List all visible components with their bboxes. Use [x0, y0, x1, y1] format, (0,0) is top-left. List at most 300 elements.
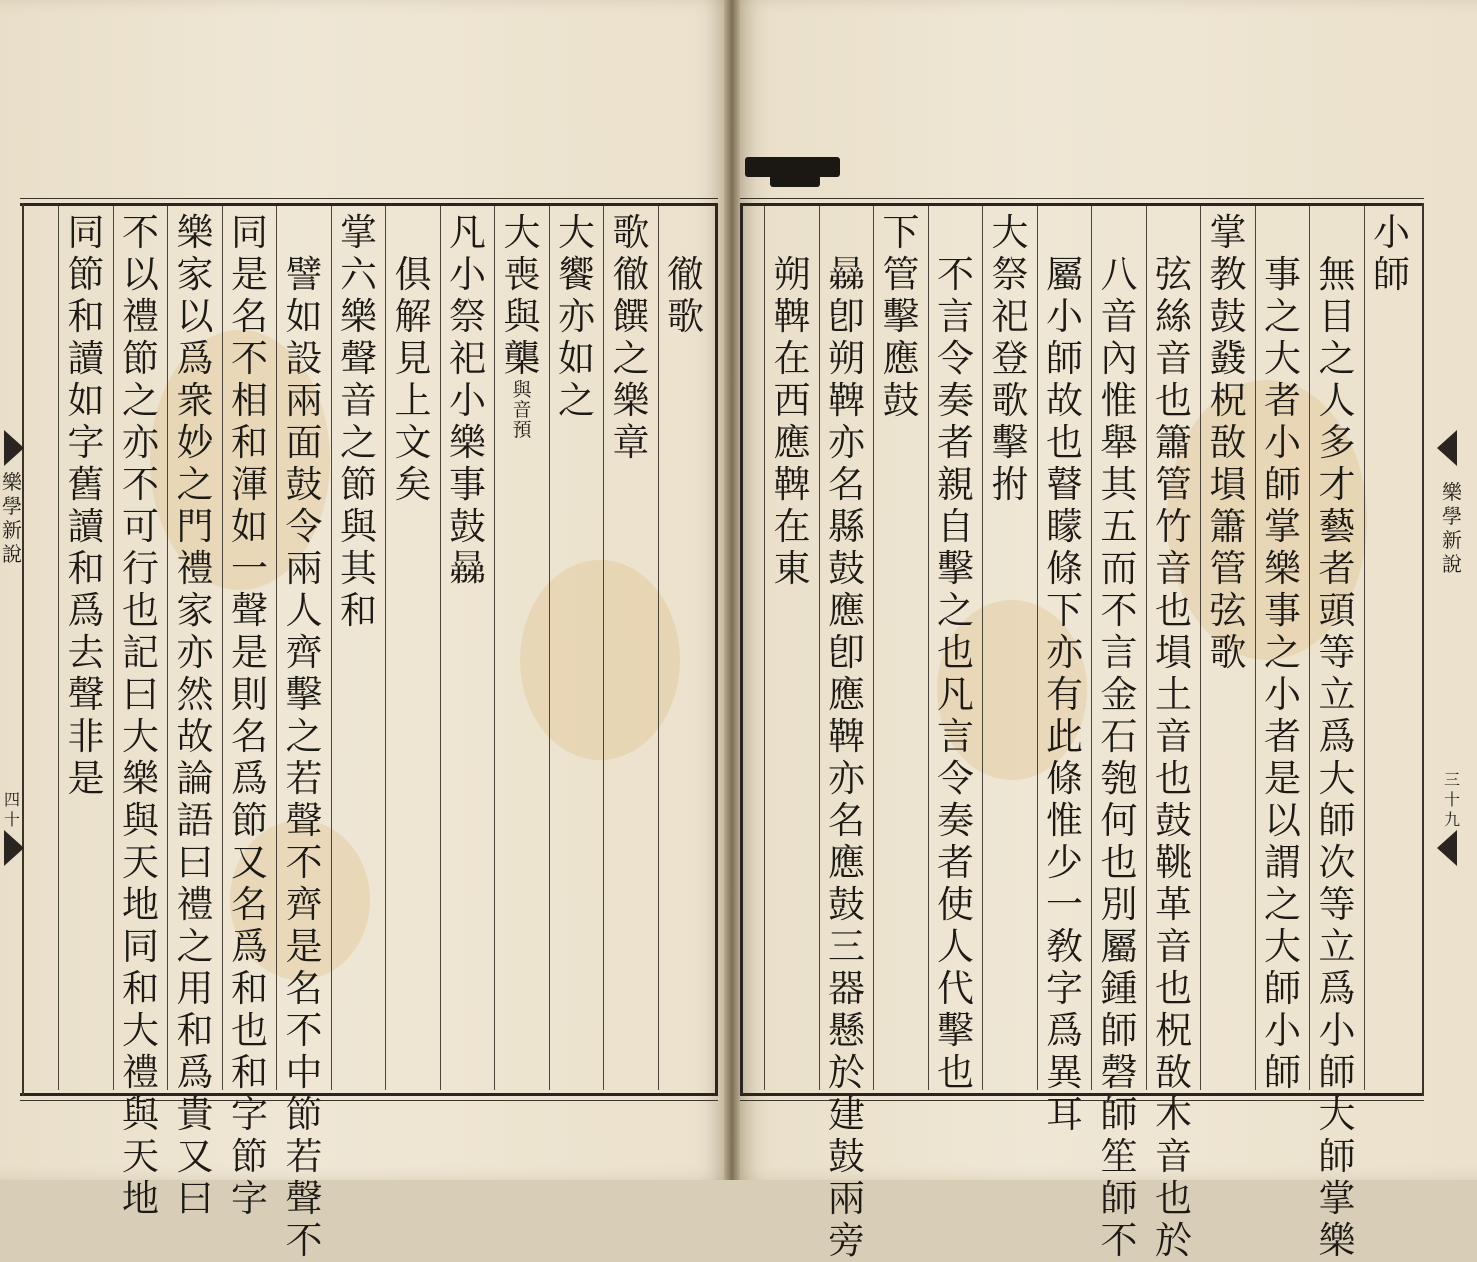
character: 土	[1155, 673, 1192, 716]
character: 爲	[176, 1051, 214, 1094]
character: 亦	[558, 295, 595, 338]
character: 如	[67, 379, 105, 422]
character: 祭	[449, 295, 486, 338]
character: 是	[1264, 757, 1301, 800]
character: 鼗	[1209, 337, 1247, 380]
character: 小	[1046, 295, 1083, 338]
inline-note	[511, 380, 533, 440]
character: 天	[122, 841, 159, 884]
margin-character: 說	[1442, 552, 1462, 576]
character: 教	[1209, 253, 1247, 296]
character: 齊	[285, 631, 323, 674]
text-column	[386, 254, 440, 1124]
character: 名	[828, 799, 865, 842]
character: 謂	[1264, 841, 1301, 884]
note-character: 與	[512, 379, 532, 401]
character: 弦	[1209, 589, 1247, 632]
character: 大	[991, 211, 1029, 254]
character: 去	[67, 631, 105, 674]
character: 是	[231, 631, 268, 674]
character: 柷	[1155, 1009, 1192, 1052]
character: 不	[285, 1009, 323, 1052]
character: 設	[285, 337, 323, 380]
character: 鼓	[1209, 295, 1247, 338]
character: 此	[1046, 715, 1083, 758]
character: 相	[231, 379, 268, 422]
character: 大	[503, 211, 541, 254]
text-column	[983, 212, 1037, 1082]
book-gutter	[724, 0, 740, 1180]
character: 木	[1155, 1093, 1192, 1136]
character: 鞞	[828, 715, 865, 758]
character: 名	[285, 967, 323, 1010]
character: 祭	[991, 253, 1029, 296]
character: 管	[882, 253, 920, 296]
character: 爲	[231, 757, 268, 800]
margin-character: 新	[2, 518, 22, 542]
character: 祀	[991, 295, 1029, 338]
character: 言	[1100, 631, 1138, 674]
character: 擊	[937, 547, 974, 590]
character: 大	[1318, 1093, 1356, 1136]
character: 禮	[122, 1051, 159, 1094]
character: 之	[1264, 295, 1301, 338]
character: 故	[1046, 379, 1083, 422]
character: 弦	[1155, 253, 1192, 296]
character: 瞽	[1046, 463, 1083, 506]
character: 西	[773, 379, 811, 422]
character: 在	[773, 337, 811, 380]
character: 不	[122, 463, 159, 506]
right-margin-title	[1440, 480, 1464, 576]
character: 樂	[1318, 1219, 1356, 1262]
character: 於	[1155, 1219, 1192, 1262]
margin-character: 新	[1442, 528, 1462, 552]
character: 大	[122, 715, 159, 758]
note-character: 預	[512, 419, 532, 441]
text-column	[1256, 254, 1310, 1124]
character: 音	[1155, 925, 1192, 968]
character: 爲	[176, 337, 214, 380]
character: 才	[1318, 463, 1356, 506]
character: 不	[285, 1219, 323, 1262]
character: 旁	[828, 1219, 865, 1262]
character: 簫	[1209, 505, 1247, 548]
character: 惟	[1100, 379, 1138, 422]
character: 塤	[1155, 631, 1192, 674]
character: 師	[1100, 1177, 1138, 1220]
character: 家	[176, 253, 214, 296]
character: 之	[285, 715, 323, 758]
character: 奏	[937, 379, 974, 422]
character: 言	[937, 295, 974, 338]
character: 多	[1318, 421, 1356, 464]
text-column	[659, 254, 713, 1124]
character: 言	[937, 715, 974, 758]
character: 登	[991, 337, 1029, 380]
character: 鼓	[882, 379, 920, 422]
fish-tail-mark	[4, 830, 24, 866]
character: 之	[558, 379, 595, 422]
character: 擊	[285, 673, 323, 716]
character: 同	[67, 211, 105, 254]
character: 之	[340, 421, 377, 464]
character: 拊	[991, 463, 1029, 506]
character: 惟	[1046, 799, 1083, 842]
character: 樂	[449, 421, 486, 464]
character: 又	[231, 841, 268, 884]
character: 者	[1264, 379, 1301, 422]
character: 鼓	[1155, 799, 1192, 842]
character: 妙	[176, 421, 214, 464]
character: 掌	[1318, 1177, 1356, 1220]
character: 等	[1318, 883, 1356, 926]
character: 奏	[937, 799, 974, 842]
character: 敎	[1046, 925, 1083, 968]
character: 也	[1155, 589, 1192, 632]
character: 故	[176, 715, 214, 758]
character: 鼓	[828, 547, 865, 590]
character: 也	[1100, 841, 1138, 884]
character: 然	[176, 673, 214, 716]
character: 節	[122, 337, 159, 380]
character: 不	[231, 337, 268, 380]
character: 人	[937, 925, 974, 968]
character: 又	[176, 1135, 214, 1178]
character: 舊	[67, 463, 105, 506]
character: 名	[828, 463, 865, 506]
character: 兩	[285, 379, 323, 422]
margin-character: 三	[1443, 770, 1460, 789]
character: 有	[1046, 673, 1083, 716]
character: 下	[1046, 589, 1083, 632]
character: 不	[285, 841, 323, 884]
character: 也	[937, 1051, 974, 1094]
character: 和	[122, 967, 159, 1010]
character: 何	[1100, 799, 1138, 842]
character: 耳	[1046, 1093, 1083, 1136]
character: 之	[1264, 883, 1301, 926]
character: 鼓	[828, 1135, 865, 1178]
character: 匏	[1100, 757, 1138, 800]
character: 應	[882, 337, 920, 380]
character: 面	[285, 421, 323, 464]
character: 金	[1100, 673, 1138, 716]
character: 中	[285, 1051, 323, 1094]
character: 立	[1318, 925, 1356, 968]
character: 和	[231, 1051, 268, 1094]
character: 師	[1100, 1093, 1138, 1136]
character: 小	[1373, 211, 1410, 254]
character: 師	[1318, 799, 1356, 842]
margin-character: 九	[1443, 810, 1460, 829]
character: 鞉	[1155, 841, 1192, 884]
character: 鼓	[449, 505, 486, 548]
character: 矇	[1046, 505, 1083, 548]
character: 懸	[828, 1009, 865, 1052]
text-column	[874, 212, 928, 1082]
right-folio	[1440, 770, 1464, 830]
character: 名	[231, 715, 268, 758]
character: 解	[394, 295, 432, 338]
character: 記	[122, 631, 159, 674]
character: 屬	[1046, 253, 1083, 296]
character: 人	[1318, 379, 1356, 422]
character: 之	[176, 925, 214, 968]
character: 是	[231, 253, 268, 296]
character: 歌	[667, 295, 704, 338]
character: 之	[937, 589, 974, 632]
character: 不	[937, 253, 974, 296]
character: 兩	[285, 547, 323, 590]
left-frame-top-rule	[20, 198, 718, 199]
text-column	[765, 254, 819, 1124]
character: 師	[1373, 253, 1410, 296]
character: 一	[1046, 883, 1083, 926]
character: 音	[1155, 1135, 1192, 1178]
character: 和	[67, 547, 105, 590]
character: 亦	[1046, 631, 1083, 674]
character: 音	[1155, 715, 1192, 758]
character: 若	[285, 757, 323, 800]
character: 大	[1318, 757, 1356, 800]
character: 和	[67, 295, 105, 338]
character: 掌	[1264, 505, 1301, 548]
character: 令	[937, 337, 974, 380]
character: 曰	[176, 841, 214, 884]
character: 者	[937, 421, 974, 464]
character: 禮	[176, 883, 214, 926]
character: 饌	[612, 295, 650, 338]
character: 卽	[828, 295, 865, 338]
character: 用	[176, 967, 214, 1010]
character: 字	[231, 1093, 268, 1136]
character: 天	[122, 1135, 159, 1178]
character: 𣋥	[449, 547, 486, 590]
character: 以	[176, 295, 214, 338]
character: 石	[1100, 715, 1138, 758]
character: 樂	[176, 211, 214, 254]
text-column	[1201, 212, 1255, 1082]
character: 柷	[1209, 379, 1247, 422]
character: 歌	[612, 211, 650, 254]
character: 在	[773, 505, 811, 548]
character: 亦	[828, 757, 865, 800]
text-column	[1310, 253, 1364, 1262]
character: 縣	[828, 505, 865, 548]
character: 令	[285, 505, 323, 548]
margin-character: 學	[1442, 504, 1462, 528]
character: 節	[231, 799, 268, 842]
character: 非	[67, 715, 105, 758]
character: 也	[1046, 421, 1083, 464]
character: 鼓	[828, 883, 865, 926]
character: 行	[122, 547, 159, 590]
character: 也	[1155, 967, 1192, 1010]
character: 曰	[122, 673, 159, 716]
character: 與	[122, 1093, 159, 1136]
character: 㰍	[503, 337, 541, 380]
character: 應	[828, 841, 865, 884]
character: 之	[612, 337, 650, 380]
character: 亦	[176, 631, 214, 674]
character: 名	[231, 883, 268, 926]
character: 條	[1046, 757, 1083, 800]
character: 聲	[340, 337, 377, 380]
character: 亦	[828, 421, 865, 464]
text-column	[1038, 253, 1092, 1136]
character: 矣	[394, 463, 432, 506]
text-column	[495, 212, 549, 1082]
character: 革	[1155, 883, 1192, 926]
character: 饗	[558, 253, 595, 296]
character: 絲	[1155, 295, 1192, 338]
character: 其	[340, 547, 377, 590]
character: 音	[340, 379, 377, 422]
character: 親	[937, 463, 974, 506]
character: 凡	[937, 673, 974, 716]
margin-character: 十	[3, 810, 20, 829]
left-folio	[2, 790, 22, 830]
character: 聲	[231, 589, 268, 632]
character: 貴	[176, 1093, 214, 1136]
right-margin-line	[1422, 203, 1424, 1096]
character: 同	[122, 925, 159, 968]
fish-tail-mark	[1437, 430, 1457, 466]
character: 亦	[122, 421, 159, 464]
character: 樂	[1264, 547, 1301, 590]
character: 令	[937, 757, 974, 800]
right-frame-top-rule	[740, 198, 1424, 199]
character: 與	[340, 505, 377, 548]
character: 小	[1264, 673, 1301, 716]
character: 事	[449, 463, 486, 506]
character: 也	[1155, 1177, 1192, 1220]
character: 等	[1318, 631, 1356, 674]
fish-tail-mark	[1437, 830, 1457, 866]
character: 小	[1264, 421, 1301, 464]
character: 鞞	[773, 463, 811, 506]
character: 卽	[828, 631, 865, 674]
character: 同	[231, 211, 268, 254]
character: 者	[1318, 547, 1356, 590]
character: 大	[558, 211, 595, 254]
character: 凡	[449, 211, 486, 254]
character: 其	[1100, 463, 1138, 506]
character: 條	[1046, 547, 1083, 590]
character: 衆	[176, 379, 214, 422]
character: 曰	[176, 1177, 214, 1220]
character: 和	[231, 421, 268, 464]
character: 爲	[1046, 1009, 1083, 1052]
character: 人	[285, 589, 323, 632]
character: 見	[394, 337, 432, 380]
character: 論	[176, 757, 214, 800]
character: 內	[1100, 337, 1138, 380]
character: 代	[937, 967, 974, 1010]
character: 讀	[67, 337, 105, 380]
character: 事	[1264, 589, 1301, 632]
character: 下	[882, 211, 920, 254]
character: 爲	[1318, 967, 1356, 1010]
character: 鞞	[773, 295, 811, 338]
character: 而	[1100, 547, 1138, 590]
character: 聲	[285, 1177, 323, 1220]
character: 少	[1046, 841, 1083, 884]
character: 八	[1100, 253, 1138, 296]
character: 之	[176, 463, 214, 506]
character: 字	[1046, 967, 1083, 1010]
character: 管	[1155, 463, 1192, 506]
margin-character: 說	[2, 542, 22, 566]
character: 以	[122, 253, 159, 296]
character: 音	[1155, 547, 1192, 590]
character: 師	[1264, 463, 1301, 506]
character: 小	[449, 253, 486, 296]
character: 和	[231, 967, 268, 1010]
character: 音	[1155, 337, 1192, 380]
character: 也	[122, 589, 159, 632]
character: 大	[1264, 337, 1301, 380]
text-column	[59, 212, 113, 1082]
character: 聲	[67, 673, 105, 716]
character: 屬	[1100, 925, 1138, 968]
character: 別	[1100, 883, 1138, 926]
fish-tail-mark	[4, 430, 24, 466]
character: 敔	[1209, 421, 1247, 464]
character: 也	[937, 631, 974, 674]
character: 師	[1318, 1135, 1356, 1178]
character: 磬	[1100, 1051, 1138, 1094]
character: 和	[176, 1009, 214, 1052]
character: 字	[231, 1177, 268, 1220]
character: 如	[558, 337, 595, 380]
text-column	[277, 253, 331, 1262]
character: 爲	[231, 925, 268, 968]
character: 語	[176, 799, 214, 842]
character: 也	[1155, 379, 1192, 422]
character: 六	[340, 253, 377, 296]
text-column	[820, 253, 874, 1262]
character: 也	[231, 1009, 268, 1052]
character: 無	[1318, 253, 1356, 296]
note-character: 音	[512, 399, 532, 421]
character: 次	[1318, 841, 1356, 884]
margin-character: 學	[2, 494, 22, 518]
character: 譬	[285, 253, 323, 296]
character: 節	[231, 1135, 268, 1178]
character: 鞞	[828, 379, 865, 422]
character: 塤	[1209, 463, 1247, 506]
character: 師	[1318, 1051, 1356, 1094]
character: 異	[1046, 1051, 1083, 1094]
character: 擊	[991, 421, 1029, 464]
character: 節	[340, 463, 377, 506]
character: 𣋥	[828, 253, 865, 296]
character: 藝	[1318, 505, 1356, 548]
character: 掌	[1209, 211, 1247, 254]
text-column	[114, 211, 168, 1220]
character: 建	[828, 1093, 865, 1136]
character: 朔	[773, 253, 811, 296]
character: 是	[285, 925, 323, 968]
character: 俱	[394, 253, 432, 296]
character: 爲	[67, 589, 105, 632]
character: 喪	[503, 253, 541, 296]
character: 掌	[340, 211, 377, 254]
character: 簫	[1155, 421, 1192, 464]
character: 應	[773, 421, 811, 464]
